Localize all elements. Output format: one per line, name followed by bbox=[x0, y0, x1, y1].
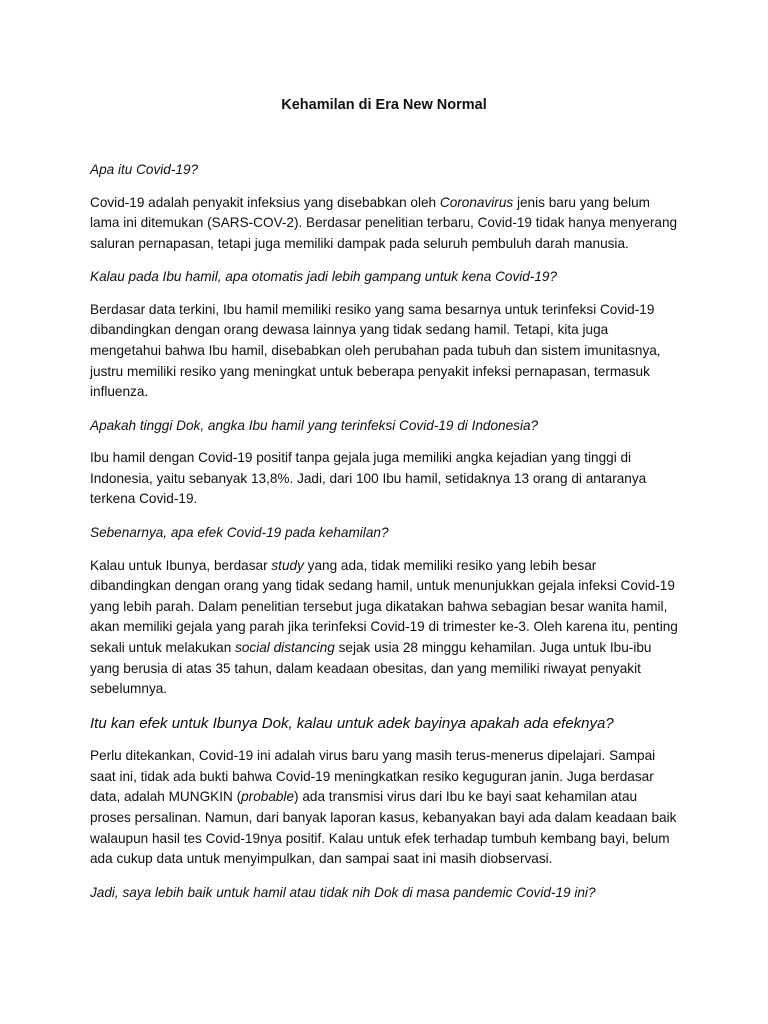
text-run-italic: Coronavirus bbox=[439, 194, 514, 210]
question-pregnancy-decision: Jadi, saya lebih baik untuk hamil atau tidak nih Dok di masa pandemic Covid-19 ini? bbox=[90, 884, 596, 900]
question-baby-effect: Itu kan efek untuk Ibunya Dok, kalau untuk adek bayinya apakah ada efeknya? bbox=[90, 714, 614, 732]
text-run: sejak usia 28 minggu kehamilan. Juga untuk Ibu-ibu yang berusia di atas 35 tahun, dalam keadaan obesitas, dan yang memiliki riwayat penyakit sebelumnya. bbox=[90, 639, 652, 697]
text-run-italic: probable bbox=[241, 789, 295, 805]
answer-covid bbox=[90, 193, 678, 255]
question-pregnant-risk: Kalau pada Ibu hamil, apa otomatis jadi lebih gampang untuk kena Covid-19? bbox=[90, 269, 558, 285]
answer-indonesia-rate: Ibu hamil dengan Covid-19 positif tanpa gejala juga memiliki angka kejadian yang tinggi di Indonesia, yaitu sebanyak 13,8%. Jadi, dari 100 Ibu hamil, setidaknya 13 orang di antaranya terkena Covid-19. bbox=[90, 450, 647, 507]
question-covid: Apa itu Covid-19? bbox=[90, 162, 199, 177]
answer-pregnant-risk: Berdasar data terkini, Ibu hamil memiliki resiko yang sama besarnya untuk terinfeksi Covid-19 dibandingkan dengan orang dewasa lainnya yang tidak sedang hamil. Tetapi, kita juga mengetahui bahwa Ibu hamil, disebabkan oleh perubahan pada tubuh dan sistem imunitasnya, justru memiliki resiko yang meningkat untuk beberapa penyakit infeksi pernapasan, termasuk influenza. bbox=[90, 301, 661, 400]
text-run: Kalau untuk Ibunya, berdasar bbox=[90, 557, 272, 573]
text-run: Perlu ditekankan, Covid-19 ini adalah virus baru yang masih terus-menerus dipelajari. Sampai saat ini, tidak ada bukti bahwa Covid-19 meningkatkan resiko keguguran janin. Juga berdasar data, adalah MUNGKIN ( bbox=[90, 748, 656, 805]
text-run: jenis baru yang belum lama ini ditemukan (SARS-COV-2). Berdasar penelitian terbaru, Covid-19 tidak hanya menyerang saluran pernapasan, tetapi juga memiliki dampak pada seluruh pembuluh darah manusia. bbox=[90, 194, 678, 251]
question-effect-pregnancy: Sebenarnya, apa efek Covid-19 pada kehamilan? bbox=[90, 525, 389, 541]
answer-effect-pregnancy bbox=[90, 556, 678, 700]
text-run-italic: social distancing bbox=[235, 639, 335, 655]
answer-baby-effect bbox=[90, 746, 678, 870]
document-title: Kehamilan di Era New Normal bbox=[281, 97, 487, 113]
text-run: Covid-19 adalah penyakit infeksius yang disebabkan oleh bbox=[90, 194, 440, 210]
text-run: ) ada transmisi virus dari Ibu ke bayi saat kehamilan atau proses persalinan. Namun, dari banyak laporan kasus, kebanyakan bayi ada dalam keadaan baik walaupun hasil tes Covid-19nya positif. Kalau untuk efek terhadap tumbuh kembang bayi, belum ada cukup data untuk menyimpulkan, dan sampai saat ini masih diobservasi. bbox=[90, 789, 677, 867]
text-run: yang ada, tidak memiliki resiko yang lebih besar dibandingkan dengan orang yang tidak sedang hamil, untuk menunjukkan gejala infeksi Covid-19 yang lebih parah. Dalam penelitian tersebut juga dikatakan bahwa sebagian besar wanita hamil, akan memiliki gejala yang parah jika terinfeksi Covid-19 di trimester ke-3. Oleh karena itu, penting sekali untuk melakukan bbox=[90, 557, 678, 655]
question-indonesia-rate: Apakah tinggi Dok, angka Ibu hamil yang terinfeksi Covid-19 di Indonesia? bbox=[90, 417, 539, 433]
text-run-italic: study bbox=[271, 557, 304, 573]
